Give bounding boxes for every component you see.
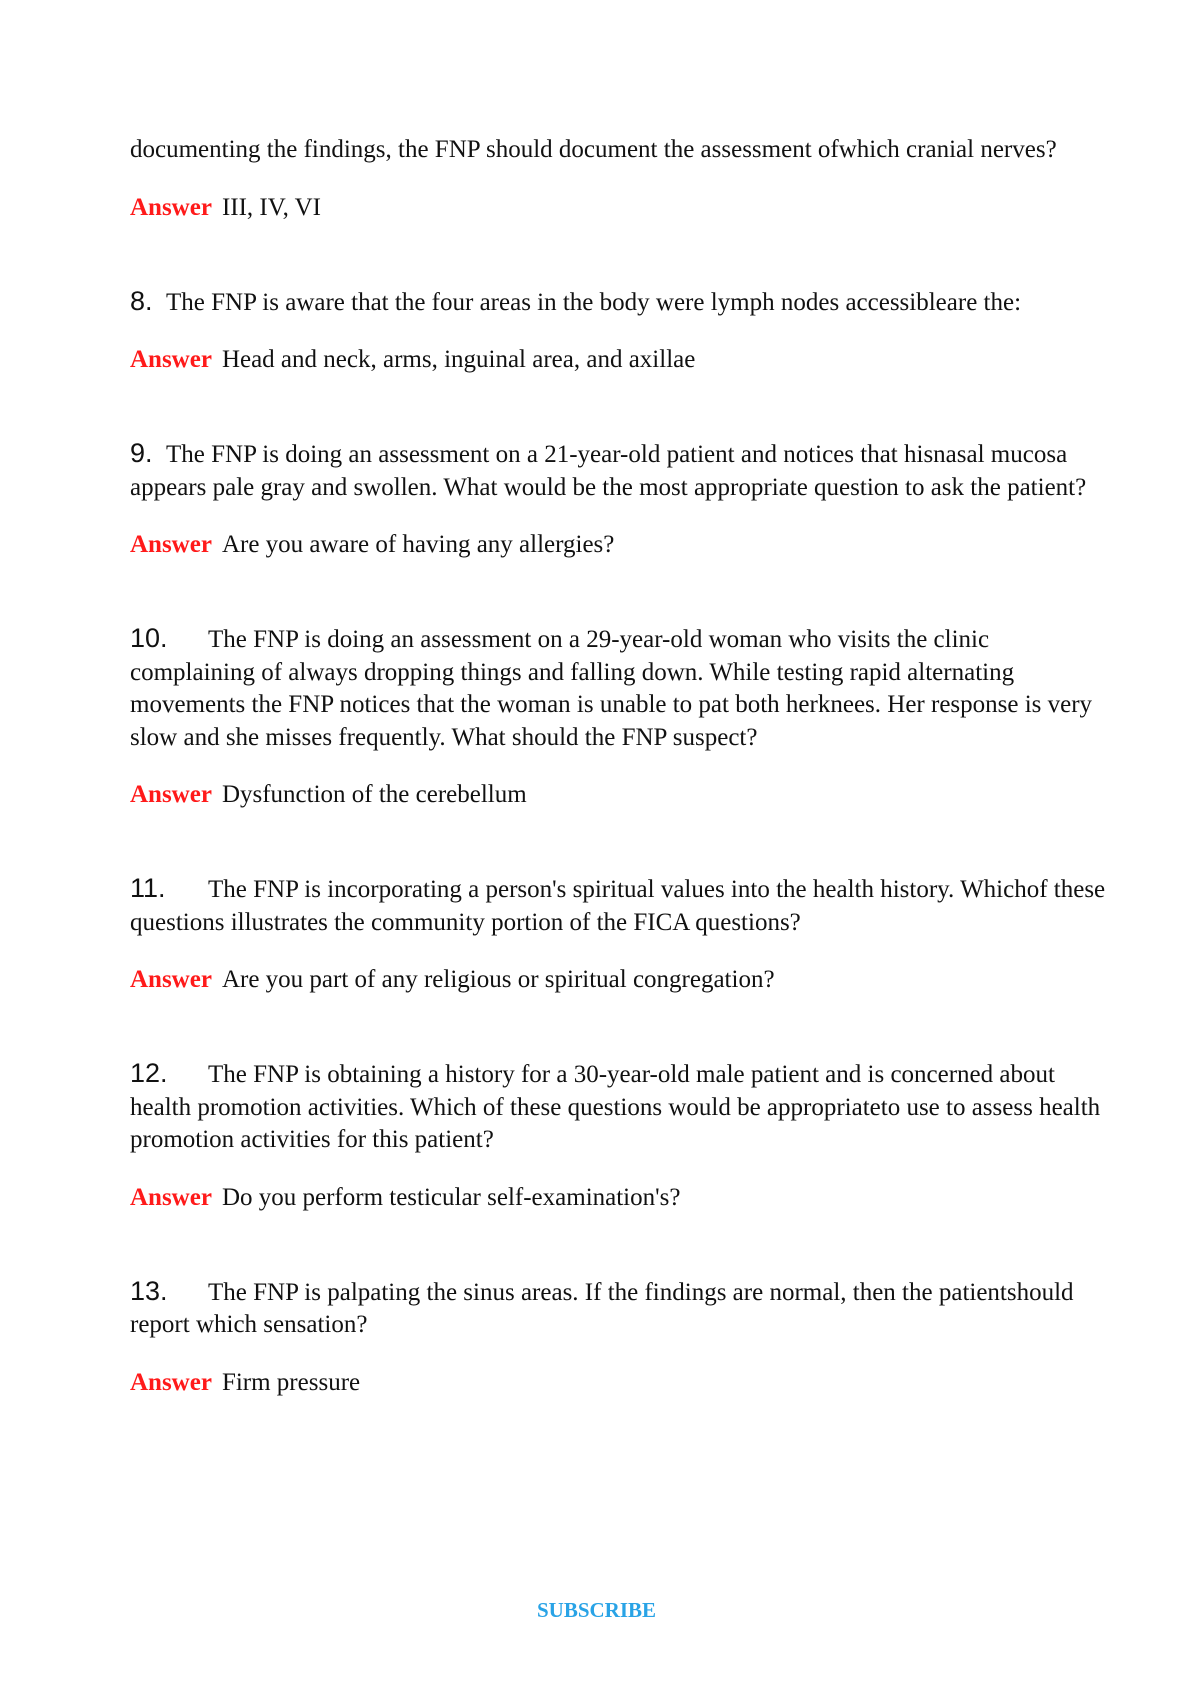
answer-text: Are you aware of having any allergies?: [221, 531, 615, 558]
question-13: [130, 1275, 1110, 1399]
question-number: 9.: [130, 438, 153, 468]
answer-line: [130, 964, 1110, 996]
answer-line: [130, 529, 1110, 561]
question-12: [130, 1057, 1110, 1214]
answer-label: Answer: [130, 781, 212, 808]
answer-line: [130, 1367, 1110, 1399]
answer-label: Answer: [130, 966, 212, 993]
question-number: 12.: [130, 1058, 168, 1088]
question-number: 8.: [130, 285, 153, 316]
question-text: [130, 1057, 1110, 1157]
question-8: [130, 285, 1110, 377]
question-body: The FNP is doing an assessment on a 29-year-old woman who visits the clinic complaining of always dropping things and falling down. While testing rapid alternating movements the FNP notices that the woman is unable to pat both herknees. Her response is very slow and she misses frequently. What should the FNP suspect?: [130, 626, 1093, 751]
continued-question: [130, 134, 1110, 224]
answer-text: Are you part of any religious or spiritual congregation?: [221, 966, 775, 993]
question-number: 13.: [130, 1275, 168, 1306]
answer-label: Answer: [130, 346, 212, 373]
answer-text: Head and neck, arms, inguinal area, and axillae: [221, 346, 696, 373]
answer-line: [130, 779, 1110, 811]
answer-text: III, IV, VI: [221, 193, 321, 221]
answer-line: [130, 1182, 1110, 1214]
question-text: [130, 285, 1110, 320]
subscribe-link[interactable]: SUBSCRIBE: [536, 1598, 657, 1622]
question-text: [130, 872, 1110, 939]
question-number: 10.: [130, 623, 168, 653]
question-body: The FNP is aware that the four areas in the body were lymph nodes accessibleare the:: [166, 288, 1022, 316]
question-10: [130, 622, 1110, 811]
answer-label: Answer: [130, 1368, 212, 1396]
question-number: 11.: [130, 873, 166, 903]
question-body: The FNP is doing an assessment on a 21-year-old patient and notices that hisnasal mucosa appears pale gray and swollen. What would be the most appropriate question to ask the patient?: [130, 441, 1087, 501]
answer-line: [130, 192, 1110, 224]
question-text: [130, 437, 1110, 504]
answer-label: Answer: [130, 193, 212, 221]
answer-text: Do you perform testicular self-examination's?: [221, 1183, 681, 1211]
answer-text: Dysfunction of the cerebellum: [221, 781, 527, 808]
answer-label: Answer: [130, 531, 212, 558]
question-body: The FNP is obtaining a history for a 30-year-old male patient and is concerned about health promotion activities. Which of these questions would be appropriateto use to assess health promotion activities for this patient?: [130, 1061, 1101, 1153]
question-text: documenting the findings, the FNP should document the assessment ofwhich cranial nerves?: [130, 136, 1057, 163]
question-body: The FNP is incorporating a person's spiritual values into the health history. Whichof these questions illustrates the community portion of the FICA questions?: [130, 876, 1106, 936]
answer-line: [130, 344, 1110, 376]
question-text: [130, 1275, 1110, 1342]
answer-label: Answer: [130, 1183, 212, 1211]
answer-text: Firm pressure: [221, 1368, 361, 1396]
document-page: [130, 134, 1110, 1399]
question-9: [130, 437, 1110, 561]
question-body: The FNP is palpating the sinus areas. If the findings are normal, then the patientshould report which sensation?: [130, 1278, 1074, 1338]
question-text: [130, 622, 1110, 754]
question-11: [130, 872, 1110, 996]
